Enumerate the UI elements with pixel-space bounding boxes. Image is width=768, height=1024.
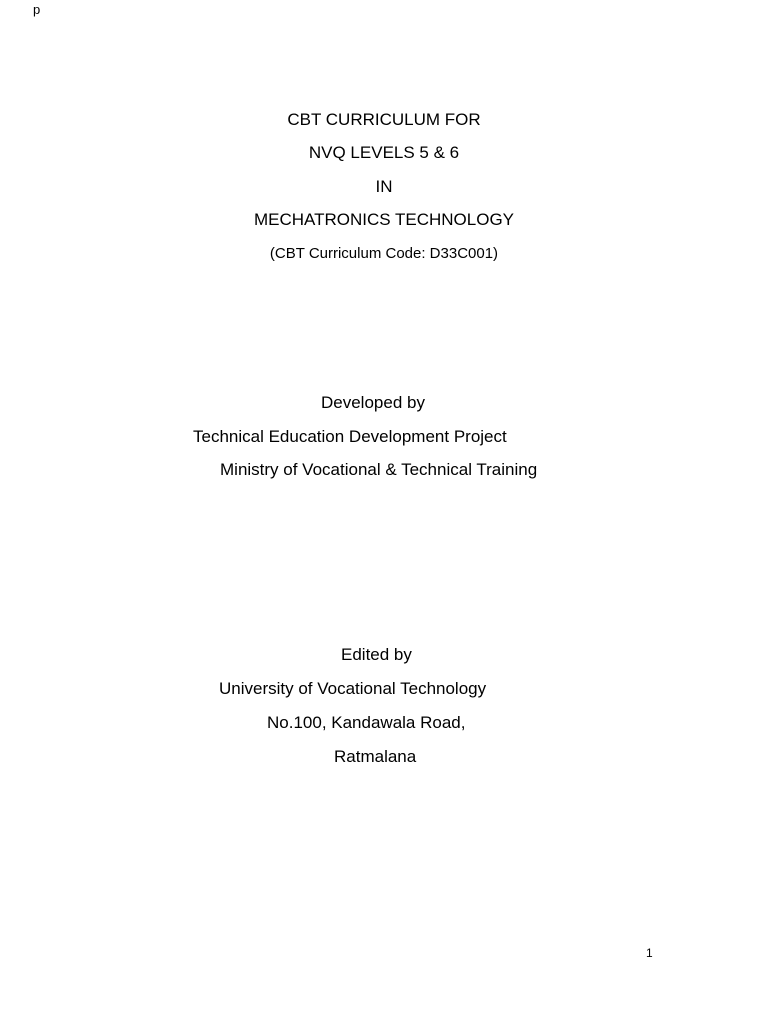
curriculum-code: (CBT Curriculum Code: D33C001)	[269, 245, 499, 262]
developer-line-1: Technical Education Development Project	[193, 427, 507, 446]
title-line-4: MECHATRONICS TECHNOLOGY	[253, 210, 515, 229]
developed-by-heading: Developed by	[321, 393, 425, 412]
title-line-2: NVQ LEVELS 5 & 6	[308, 143, 460, 162]
corner-mark: p	[33, 2, 41, 17]
editor-line-3: Ratmalana	[334, 747, 417, 766]
edited-by-heading: Edited by	[341, 645, 412, 664]
editor-line-1: University of Vocational Technology	[219, 679, 487, 698]
title-line-1: CBT CURRICULUM FOR	[287, 110, 481, 129]
title-line-3: IN	[375, 177, 393, 196]
editor-line-2: No.100, Kandawala Road,	[267, 713, 466, 732]
developer-line-2: Ministry of Vocational & Technical Training	[220, 460, 538, 479]
page-number: 1	[646, 946, 653, 960]
